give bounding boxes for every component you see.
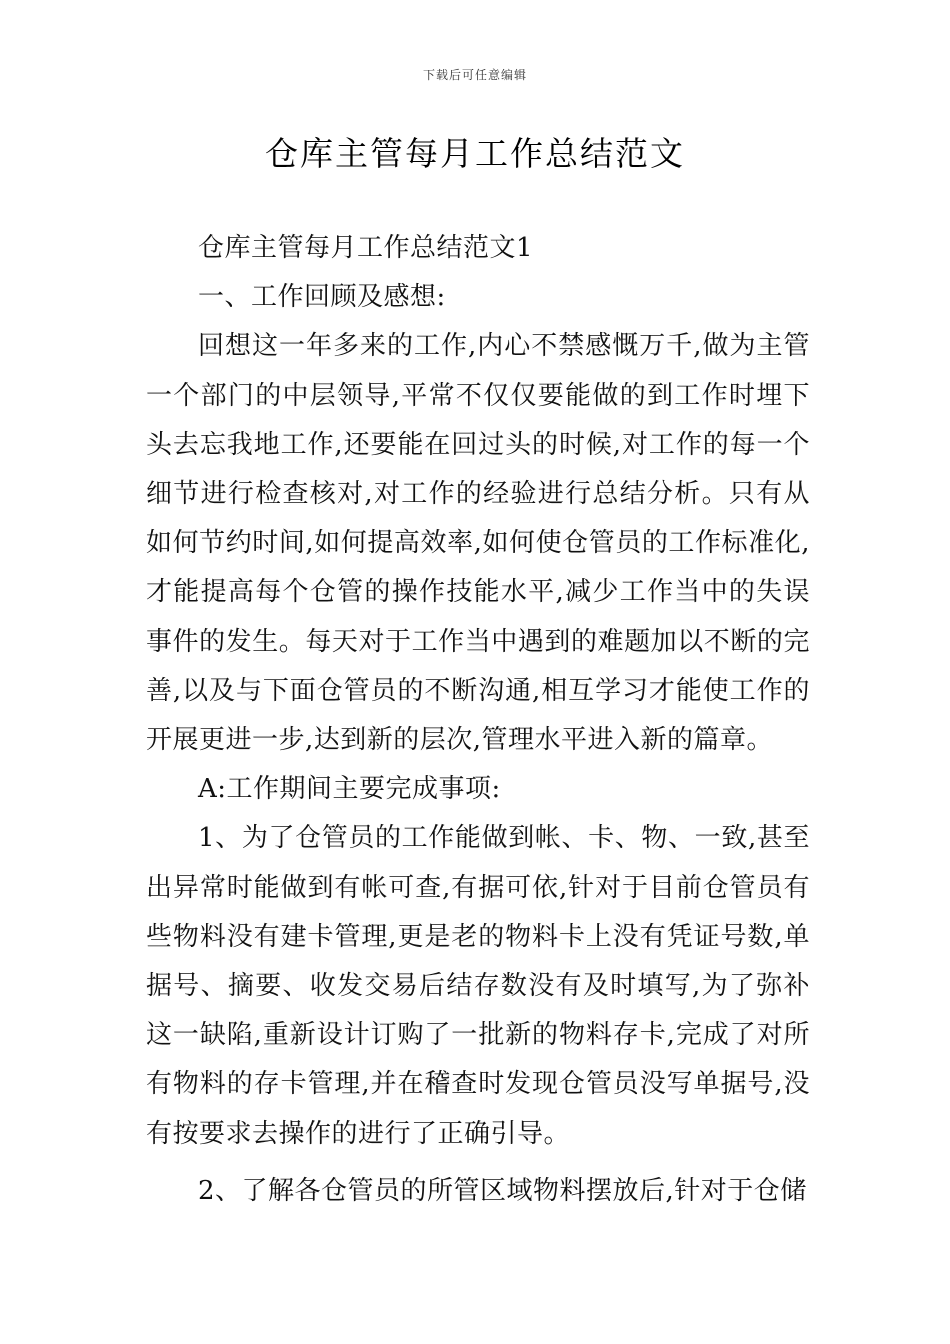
document-title: 仓库主管每月工作总结范文 — [265, 134, 685, 173]
section-heading-review: 一、工作回顾及感想: — [198, 282, 446, 313]
paragraph-reflection: 回想这一年多来的工作,内心不禁感慨万千,做为主管一个部门的中层领导,平常不仅仅要能做的到工作时埋下头去忘我地工作,还要能在回过头的时候,对工作的每一个细节进行检查核对,对工作的经验进行总结分析。只有从如何节约时间,如何提高效率,如何使仓管员的工作标准化,才能提高每个仓管的操作技能水平,减少工作当中的失误事件的发生。每天对于工作当中遇到的难题加以不断的完善,以及与下面仓管员的不断沟通,相互学习才能使工作的开展更进一步,达到新的层次,管理水平进入新的篇章。 — [146, 331, 810, 756]
paragraph-item-1: 1、为了仓管员的工作能做到帐、卡、物、一致,甚至出异常时能做到有帐可查,有据可依,针对于目前仓管员有些物料没有建卡管理,更是老的物料卡上没有凭证号数,单据号、摘要、收发交易后结存数没有及时填写,为了弥补这一缺陷,重新设计订购了一批新的物料存卡,完成了对所有物料的存卡管理,并在稽查时发现仓管员没写单据号,没有按要求去操作的进行了正确引导。 — [146, 823, 810, 1149]
section-subtitle: 仓库主管每月工作总结范文1 — [198, 233, 534, 263]
section-heading-completed-items: A:工作期间主要完成事项: — [198, 774, 501, 805]
header-note: 下载后可任意编辑 — [422, 68, 527, 82]
paragraph-item-2: 2、了解各仓管员的所管区域物料摆放后,针对于仓储 — [198, 1175, 807, 1206]
document-body — [146, 224, 810, 1216]
